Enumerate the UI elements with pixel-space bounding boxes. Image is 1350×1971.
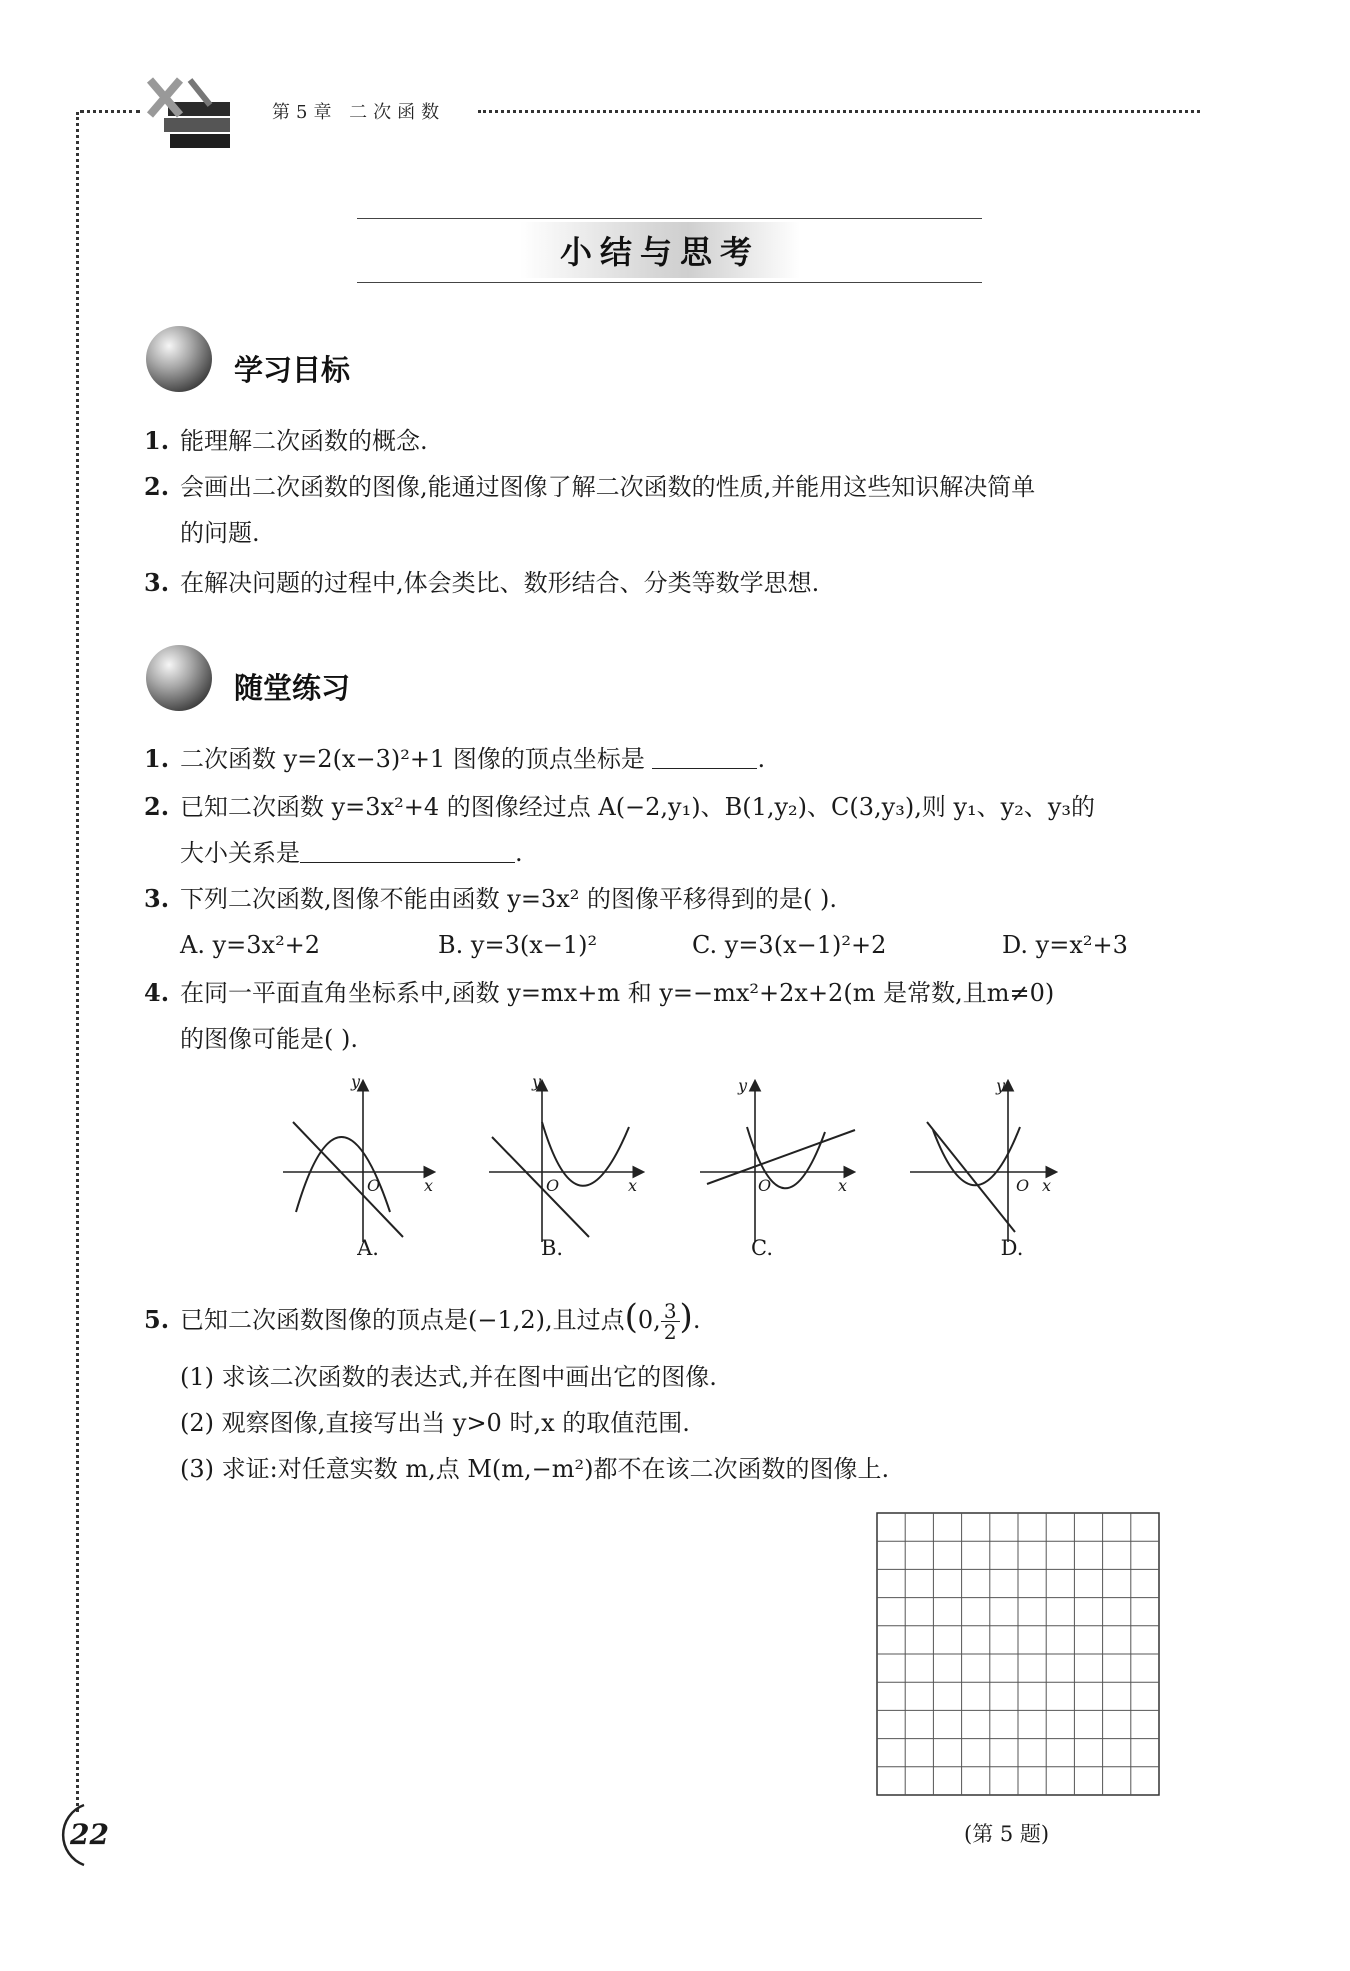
- graph-a-label: A.: [357, 1236, 379, 1260]
- question-2: 2. 已知二次函数 y=3x²+4 的图像经过点 A(−2,y₁)、B(1,y₂)、C(3,y₃),则 y₁、y₂、y₃的: [144, 792, 1096, 821]
- graph-b-x-label: x: [628, 1176, 638, 1195]
- graph-d-origin-label: O: [1016, 1176, 1030, 1195]
- graph-c-origin-label: O: [758, 1176, 772, 1195]
- option-d: D. y=x²+3: [1002, 931, 1128, 959]
- graph-d-label: D.: [1000, 1236, 1024, 1260]
- option-b: B. y=3(x−1)²: [438, 931, 598, 959]
- margin-dotted-line: [76, 112, 79, 1812]
- graph-b-y-label: y: [532, 1072, 542, 1091]
- question-5-part-1: (1) 求该二次函数的表达式,并在图中画出它的图像.: [180, 1363, 717, 1391]
- option-a: A. y=3x²+2: [180, 931, 321, 959]
- title-banner: [520, 222, 800, 278]
- goal-item-2: 2. 会画出二次函数的图像,能通过图像了解二次函数的性质,并能用这些知识解决简单: [144, 472, 1036, 501]
- title-rule-bottom: [357, 282, 982, 283]
- grid-caption: (第 5 题): [964, 1822, 1050, 1846]
- answer-blank: [652, 746, 757, 769]
- answer-blank: [300, 840, 515, 863]
- graph-c-label: C.: [751, 1236, 773, 1260]
- graph-a-x-label: x: [424, 1176, 434, 1195]
- goal-item-3: 3. 在解决问题的过程中,体会类比、数形结合、分类等数学思想.: [144, 568, 820, 597]
- chapter-header: 第5章 二次函数: [272, 102, 446, 123]
- question-5-part-2: (2) 观察图像,直接写出当 y>0 时,x 的取值范围.: [180, 1409, 690, 1437]
- graph-a: [278, 1072, 448, 1252]
- question-4-cont: 的图像可能是( ).: [180, 1025, 358, 1053]
- answer-grid: [876, 1512, 1160, 1796]
- graph-c-y-label: y: [738, 1076, 748, 1095]
- graph-b-origin-label: O: [546, 1176, 560, 1195]
- globe-icon: [146, 645, 212, 711]
- question-5: 5. 已知二次函数图像的顶点是(−1,2),且过点(0, $\frac{3}{2}$ ).: [144, 1297, 701, 1344]
- question-2-cont: 大小关系是 .: [180, 839, 523, 867]
- question-1: 1. 二次函数 y=2(x−3)²+1 图像的顶点坐标是 .: [144, 744, 766, 773]
- graph-a-origin-label: O: [367, 1176, 381, 1195]
- graph-d: [905, 1072, 1075, 1252]
- page-number: 22: [70, 1818, 109, 1851]
- question-3: 3. 下列二次函数,图像不能由函数 y=3x² 的图像平移得到的是( ).: [144, 884, 837, 913]
- question-5-part-3: (3) 求证:对任意实数 m,点 M(m,−m²)都不在该二次函数的图像上.: [180, 1455, 890, 1483]
- graph-c-x-label: x: [838, 1176, 848, 1195]
- graph-d-x-label: x: [1042, 1176, 1052, 1195]
- graph-c: [695, 1072, 865, 1252]
- question-4: 4. 在同一平面直角坐标系中,函数 y=mx+m 和 y=−mx²+2x+2(m 是常数,且m≠0): [144, 978, 1055, 1007]
- books-icon: [140, 60, 235, 155]
- fraction: $\frac{3}{2}$: [661, 1301, 680, 1342]
- page-title: 小结与思考: [559, 233, 760, 271]
- graph-b-label: B.: [540, 1236, 564, 1260]
- header-dotted-line-right: [478, 110, 1200, 113]
- header-dotted-line-left: [80, 110, 140, 113]
- graph-a-y-label: y: [351, 1072, 361, 1091]
- section-title-goals: 学习目标: [234, 353, 351, 387]
- goal-item-1: 1. 能理解二次函数的概念.: [144, 426, 428, 455]
- section-title-practice: 随堂练习: [234, 671, 351, 705]
- goal-item-2-cont: 的问题.: [180, 519, 260, 547]
- title-rule-top: [357, 218, 982, 219]
- graph-b: [484, 1072, 654, 1252]
- globe-icon: [146, 326, 212, 392]
- option-c: C. y=3(x−1)²+2: [692, 931, 887, 959]
- graph-d-y-label: y: [996, 1076, 1006, 1095]
